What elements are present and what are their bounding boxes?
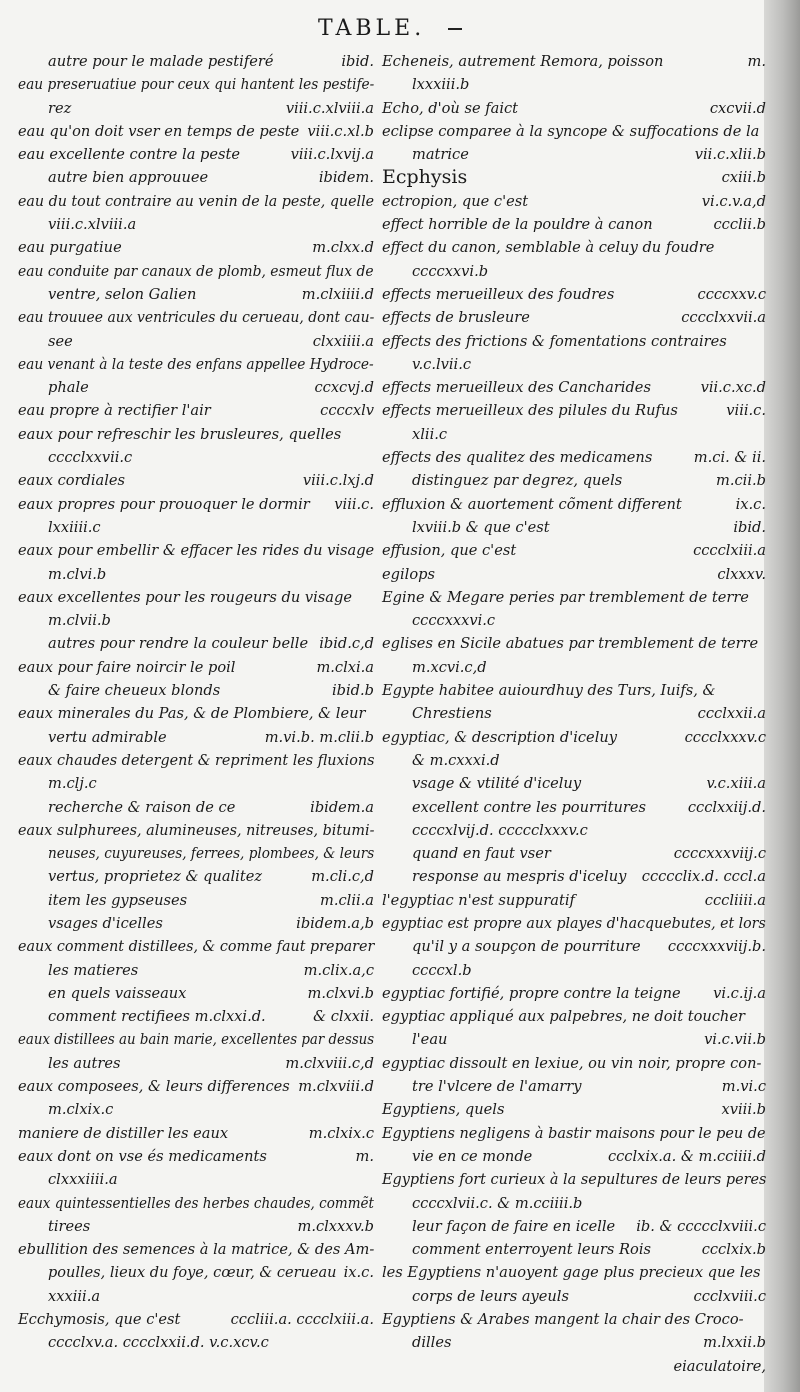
index-entry: [18, 1261, 374, 1284]
index-entry: [382, 493, 766, 516]
entry-reference: m.clxi.a: [316, 658, 374, 676]
index-entry: [382, 399, 766, 422]
entry-text: eaux composees, & leurs differences: [18, 1078, 290, 1096]
index-entry: [382, 1075, 766, 1098]
entry-text: effects des qualitez des medicamens: [382, 449, 653, 467]
index-entry: [18, 772, 374, 795]
entry-reference: eiaculatoire,: [673, 1357, 766, 1375]
entry-reference: viii.c.xlviii.a: [285, 99, 374, 117]
entry-text: ectropion, que c'est: [382, 192, 529, 210]
entry-text: eaux excellentes pour les rougeurs du visage: [18, 588, 352, 606]
entry-text: rez: [48, 99, 72, 117]
entry-text: vsage & vtilité d'iceluy: [412, 775, 582, 793]
index-entry: [18, 120, 374, 143]
index-entry: [382, 982, 766, 1005]
entry-text: eau preseruatiue pour ceux qui hantent les pestife-: [18, 76, 375, 94]
entry-text: item les gypseuses: [48, 891, 188, 909]
entry-reference: & clxxii.: [313, 1008, 374, 1026]
entry-reference: m.clix.a,c: [303, 961, 374, 979]
entry-text: eaux cordiales: [18, 472, 126, 490]
entry-text: eaux dont on vse és medicaments: [18, 1147, 267, 1165]
entry-text: autres pour rendre la couleur belle: [48, 635, 309, 653]
entry-text: vertus, proprietez & qualitez: [48, 868, 263, 886]
entry-text: eau qu'on doit vser en temps de peste: [18, 122, 300, 140]
index-entry: [382, 143, 766, 166]
entry-text: Egyptiens & Arabes mangent la chair des Croco-: [382, 1311, 744, 1329]
index-entry: [18, 935, 374, 958]
entry-reference: m.cli.c,d: [311, 868, 374, 886]
index-entry: [382, 1122, 766, 1145]
index-entry: [382, 609, 766, 632]
index-entry: [382, 912, 766, 935]
index-entry: [382, 656, 766, 679]
entry-text: les matieres: [48, 961, 139, 979]
entry-text: egyptiac, & description d'iceluy: [382, 728, 618, 746]
entry-text: en quels vaisseaux: [48, 984, 187, 1002]
index-entry: [382, 516, 766, 539]
entry-reference: vii.c.xlii.b: [694, 146, 766, 164]
entry-text: effects merueilleux des Cancharides: [382, 379, 651, 397]
index-entry: [18, 842, 374, 865]
entry-reference: ccclxxiij.d.: [687, 798, 766, 816]
index-entry: [18, 190, 374, 213]
index-entry: [382, 796, 766, 819]
entry-text: corps de leurs ayeuls: [412, 1287, 569, 1305]
index-entry: [382, 353, 766, 376]
entry-reference: m.: [747, 53, 766, 70]
index-entry: [18, 236, 374, 259]
index-entry: [382, 1285, 766, 1308]
entry-reference: ib. & ccccclxviii.c: [636, 1217, 766, 1235]
entry-reference: viii.c.lxj.d: [302, 472, 374, 490]
entry-reference: clxxxv.: [717, 565, 766, 583]
entry-text: eaux chaudes detergent & repriment les fluxions: [18, 751, 375, 769]
index-entry: [382, 959, 766, 982]
entry-text: eclipse comparee à la syncope & suffocations de la: [382, 122, 760, 140]
index-entry: [382, 819, 766, 842]
entry-text: phale: [48, 379, 89, 397]
index-entry: [382, 865, 766, 888]
entry-text: m.xcvi.c,d: [412, 658, 487, 676]
entry-reference: viii.c.: [334, 495, 374, 513]
entry-text: ccccxlvij.d. ccccclxxxv.c: [412, 821, 588, 839]
entry-text: poulles, lieux du foye, cœur, & cerueau: [48, 1264, 337, 1282]
entry-text: & faire cheueux blonds: [48, 682, 221, 700]
entry-text: autre bien approuuee: [48, 169, 209, 187]
entry-text: egilops: [382, 565, 435, 583]
entry-reference: m.cii.b: [716, 472, 766, 490]
entry-text: autre pour le malade pestiferé: [48, 53, 274, 70]
index-entry: [382, 190, 766, 213]
entry-text: eaux pour refreschir les brusleures, quelles: [18, 425, 342, 443]
entry-reference: ccccxlv: [320, 402, 374, 420]
index-entry: [18, 702, 374, 725]
entry-reference: ccclxix.a. & m.cciiii.d: [607, 1147, 766, 1165]
entry-reference: m.ci. & ii.: [693, 449, 766, 467]
entry-text: Egyptiens negligens à bastir maisons pour le peu de: [382, 1124, 766, 1142]
entry-reference: ibid.c,d: [319, 635, 374, 653]
entry-reference: cxiii.b: [721, 169, 766, 187]
index-entry: [18, 889, 374, 912]
index-entry: [18, 679, 374, 702]
index-entry: [382, 1331, 766, 1354]
index-entry: [18, 446, 374, 469]
entry-text: ventre, selon Galien: [48, 285, 197, 303]
index-entry: [382, 935, 766, 958]
entry-text: eaux sulphurees, alumineuses, nitreuses, bitumi-: [18, 821, 375, 839]
page-header: TABLE.: [318, 16, 426, 41]
index-entry: [18, 539, 374, 562]
entry-reference: ibid.: [733, 518, 766, 536]
entry-text: see: [48, 332, 73, 350]
entry-text: tirees: [48, 1217, 91, 1235]
entry-text: Echo, d'où se faict: [382, 99, 519, 117]
entry-text: ccccxlvii.c. & m.cciiii.b: [412, 1194, 583, 1212]
entry-text: eau conduite par canaux de plomb, esmeut flux de: [18, 262, 374, 280]
index-entry: [382, 1308, 766, 1331]
index-entry: [18, 353, 374, 376]
entry-text: cccclxxvii.c: [48, 449, 133, 467]
entry-text: effusion, que c'est: [382, 542, 517, 560]
entry-text: egyptiac est propre aux playes d'hacquebutes, et lors: [382, 914, 766, 932]
entry-reference: ibidem.a: [310, 798, 374, 816]
index-entry: [382, 586, 766, 609]
index-entry: [18, 959, 374, 982]
entry-text: xxxiii.a: [48, 1287, 101, 1305]
entry-reference: m.vi.b. m.clii.b: [264, 728, 374, 746]
index-entry: [18, 306, 374, 329]
entry-text: effluxion & auortement cõment different: [382, 495, 682, 513]
entry-reference: cccclxxxv.c: [684, 728, 766, 746]
index-entry: [18, 260, 374, 283]
index-entry: [382, 1098, 766, 1121]
entry-reference: ccccxxv.c: [697, 285, 766, 303]
index-entry: [382, 563, 766, 586]
entry-text: leur façon de faire en icelle: [412, 1217, 616, 1235]
entry-reference: ccclxix.b: [701, 1241, 766, 1259]
entry-text: lxxxiii.b: [412, 76, 470, 94]
entry-reference: m.clxviii.d: [298, 1078, 374, 1096]
index-entry: [382, 1005, 766, 1028]
entry-text: eglises en Sicile abatues par tremblement de terre: [382, 635, 759, 653]
entry-text: lxviii.b & que c'est: [412, 518, 550, 536]
entry-text: les Egyptiens n'auoyent gage plus precieux que les: [382, 1264, 761, 1282]
entry-text: clxxxiiii.a: [48, 1171, 118, 1189]
entry-text: v.c.lvii.c: [412, 355, 472, 373]
entry-text: eau venant à la teste des enfans appellee Hydroce-: [18, 355, 374, 373]
entry-reference: m.clxx.d: [312, 239, 374, 257]
entry-reference: m.clxix.c: [308, 1124, 374, 1142]
entry-text: ccccxxvi.b: [412, 262, 489, 280]
index-entry: [18, 423, 374, 446]
entry-text: eaux quintessentielles des herbes chaudes, commẽt: [18, 1194, 374, 1212]
entry-text: recherche & raison de ce: [48, 798, 236, 816]
entry-reference: m.clxviii.c,d: [285, 1054, 374, 1072]
entry-text: egyptiac dissoult en lexiue, ou vin noir, propre con-: [382, 1054, 762, 1072]
index-entry: [18, 469, 374, 492]
index-entry: [18, 609, 374, 632]
entry-text: matrice: [412, 146, 469, 164]
entry-reference: viii.c.: [726, 402, 766, 420]
index-entry: [18, 1331, 374, 1354]
index-entry: [382, 749, 766, 772]
index-entry: [382, 376, 766, 399]
index-entry: [382, 726, 766, 749]
entry-text: vsages d'icelles: [48, 914, 163, 932]
index-entry: [18, 656, 374, 679]
entry-reference: ibidem.: [318, 169, 374, 187]
index-entry: [18, 1075, 374, 1098]
index-entry: [382, 679, 766, 702]
entry-reference: xviii.b: [721, 1101, 766, 1119]
index-entry: [18, 166, 374, 189]
index-entry: [382, 423, 766, 446]
entry-text: vertu admirable: [48, 728, 167, 746]
entry-text: qu'il y a soupçon de pourriture: [412, 938, 641, 956]
index-entry: [382, 260, 766, 283]
index-entry: [382, 73, 766, 96]
header-dash: [448, 28, 462, 30]
entry-reference: cccclxiii.a: [693, 542, 766, 560]
entry-text: comment rectifiees m.clxxi.d.: [48, 1008, 266, 1026]
entry-reference: vi.c.vii.b: [704, 1031, 766, 1049]
index-entry: [382, 1052, 766, 1075]
entry-text: eaux minerales du Pas, & de Plombiere, & leur: [18, 705, 366, 723]
entry-text: Chrestiens: [412, 705, 492, 723]
index-entry: [18, 563, 374, 586]
page-edge-shadow: [764, 0, 800, 1392]
index-entry: [382, 283, 766, 306]
index-entry: [382, 236, 766, 259]
index-entry: [18, 493, 374, 516]
index-entry: [18, 143, 374, 166]
entry-reference: ix.c.: [735, 495, 766, 513]
entry-text: eau propre à rectifier l'air: [18, 402, 211, 420]
index-entry: [382, 1192, 766, 1215]
index-entry: [18, 1028, 374, 1051]
entry-reference: m.clxvi.b: [307, 984, 374, 1002]
entry-reference: v.c.xiii.a: [706, 775, 766, 793]
entry-reference: viii.c.xl.b: [307, 122, 374, 140]
index-entry: [18, 213, 374, 236]
entry-text: effects des frictions & fomentations contraires: [382, 332, 727, 350]
entry-reference: cccclxxvii.a: [681, 309, 766, 327]
index-entry: [18, 796, 374, 819]
index-entry: [382, 1215, 766, 1238]
entry-text: Egyptiens, quels: [382, 1101, 505, 1119]
index-entry: [382, 1168, 766, 1191]
index-entry: [18, 982, 374, 1005]
entry-text: eau du tout contraire au venin de la peste, quelle: [18, 192, 375, 210]
entry-text: eaux comment distillees, & comme faut preparer: [18, 938, 375, 956]
entry-text: ccccxl.b: [412, 961, 472, 979]
index-entry: [382, 632, 766, 655]
entry-reference: vii.c.xc.d: [700, 379, 766, 397]
entry-text: Egyptiens fort curieux à la sepultures de leurs peres: [382, 1171, 767, 1189]
entry-text: effect du canon, semblable à celuy du foudre: [382, 239, 715, 257]
entry-text: cccclxv.a. cccclxxii.d. v.c.xcv.c: [48, 1334, 269, 1352]
entry-text: eaux propres pour prouoquer le dormir: [18, 495, 310, 513]
entry-text: Egypte habitee auiourdhuy des Turs, Iuifs, &: [382, 682, 716, 700]
index-entry: [382, 772, 766, 795]
index-entry: [382, 166, 766, 189]
entry-text: effect horrible de la pouldre à canon: [382, 216, 653, 234]
entry-text: ebullition des semences à la matrice, & des Am-: [18, 1241, 375, 1259]
entry-reference: ccxcvj.d: [314, 379, 374, 397]
entry-text: tre l'vlcere de l'amarry: [412, 1078, 582, 1096]
entry-text: m.clvi.b: [48, 565, 107, 583]
entry-reference: cxcvii.d: [709, 99, 766, 117]
index-entry: [18, 1052, 374, 1075]
entry-text: l'egyptiac n'est suppuratif: [382, 891, 575, 909]
entry-text: m.clvii.b: [48, 612, 111, 630]
entry-reference: vi.c.v.a,d: [701, 192, 766, 210]
index-entry: [18, 586, 374, 609]
index-entry: [382, 330, 766, 353]
entry-reference: ccccxxxviij.b.: [667, 938, 766, 956]
entry-reference: m.lxxii.b: [703, 1334, 766, 1352]
entry-text: Ecchymosis, que c'est: [18, 1311, 181, 1329]
entry-text: response au mespris d'iceluy: [412, 868, 627, 886]
entry-text: quand en faut vser: [412, 845, 551, 863]
entry-text: Ecphysis: [382, 166, 468, 189]
index-entry: [382, 50, 766, 73]
index-entry: [18, 1308, 374, 1331]
entry-text: viii.c.xlviii.a: [48, 216, 137, 234]
index-column-left: [18, 50, 374, 1355]
entry-reference: ccclii.b: [713, 216, 766, 234]
entry-reference: ccccclix.d. cccl.a: [641, 868, 766, 886]
entry-text: dilles: [412, 1334, 452, 1352]
entry-reference: clxxiiii.a: [312, 332, 374, 350]
entry-reference: ccccxxxviij.c: [673, 845, 766, 863]
entry-text: egyptiac appliqué aux palpebres, ne doit toucher: [382, 1008, 745, 1026]
entry-text: ccccxxxvi.c: [412, 612, 496, 630]
index-entry: [18, 1215, 374, 1238]
entry-reference: m.clxiiii.d: [301, 285, 374, 303]
entry-text: eau excellente contre la peste: [18, 146, 241, 164]
index-entry: [382, 1145, 766, 1168]
entry-reference: ix.c.: [343, 1264, 374, 1282]
entry-text: egyptiac fortifié, propre contre la teigne: [382, 984, 681, 1002]
entry-reference: ccclxxii.a: [697, 705, 766, 723]
index-entry: [18, 1005, 374, 1028]
entry-text: comment enterroyent leurs Rois: [412, 1241, 651, 1259]
entry-reference: m.vi.c: [721, 1078, 766, 1096]
entry-text: eaux pour faire noircir le poil: [18, 658, 236, 676]
entry-text: vie en ce monde: [412, 1147, 533, 1165]
index-entry: [18, 726, 374, 749]
index-entry: [18, 819, 374, 842]
index-entry: [18, 1145, 374, 1168]
index-entry: [18, 1098, 374, 1121]
index-entry: [382, 1238, 766, 1261]
entry-text: eaux pour embellir & effacer les rides du visage: [18, 542, 375, 560]
entry-reference: ibidem.a,b: [296, 914, 374, 932]
index-entry: [382, 97, 766, 120]
entry-text: effects merueilleux des foudres: [382, 285, 615, 303]
index-entry: [18, 912, 374, 935]
entry-reference: ibid.: [341, 53, 374, 70]
index-entry: [382, 539, 766, 562]
index-entry: [18, 1238, 374, 1261]
entry-reference: ibid.b: [332, 682, 374, 700]
index-entry: [382, 1028, 766, 1051]
entry-reference: m.clii.a: [320, 891, 374, 909]
index-entry: [18, 1168, 374, 1191]
index-entry: [18, 50, 374, 73]
entry-text: l'eau: [412, 1031, 448, 1049]
entry-text: neuses, cuyureuses, ferrees, plombees, & leurs: [48, 845, 375, 863]
index-entry: [382, 889, 766, 912]
index-entry: [382, 120, 766, 143]
entry-text: xlii.c: [412, 425, 448, 443]
entry-text: les autres: [48, 1054, 121, 1072]
entry-reference: cccliii.a. cccclxiii.a.: [230, 1311, 374, 1329]
entry-text: excellent contre les pourritures: [412, 798, 646, 816]
entry-reference: m.clxxxv.b: [297, 1217, 374, 1235]
entry-text: m.clj.c: [48, 775, 97, 793]
entry-text: effects merueilleux des pilules du Rufus: [382, 402, 678, 420]
entry-text: maniere de distiller les eaux: [18, 1124, 229, 1142]
index-entry: [18, 1192, 374, 1215]
entry-text: lxxiiii.c: [48, 518, 101, 536]
index-entry: [382, 1355, 766, 1378]
index-entry: [382, 446, 766, 469]
index-entry: [18, 1122, 374, 1145]
index-entry: [18, 376, 374, 399]
entry-reference: ccclxviii.c: [693, 1287, 766, 1305]
index-entry: [18, 1285, 374, 1308]
index-entry: [382, 213, 766, 236]
index-entry: [18, 749, 374, 772]
entry-reference: cccliiii.a: [704, 891, 766, 909]
index-entry: [18, 516, 374, 539]
entry-text: & m.cxxxi.d: [412, 751, 500, 769]
index-entry: [18, 399, 374, 422]
index-entry: [382, 702, 766, 725]
entry-text: effects de brusleure: [382, 309, 530, 327]
index-entry: [18, 97, 374, 120]
entry-text: m.clxix.c: [48, 1101, 114, 1119]
index-entry: [18, 283, 374, 306]
index-entry: [382, 842, 766, 865]
entry-reference: vi.c.ij.a: [713, 984, 766, 1002]
index-entry: [382, 469, 766, 492]
entry-text: Echeneis, autrement Remora, poisson: [382, 53, 664, 70]
entry-reference: viii.c.lxvij.a: [290, 146, 374, 164]
entry-text: eau purgatiue: [18, 239, 122, 257]
index-entry: [18, 73, 374, 96]
index-column-right: [382, 50, 766, 1378]
entry-text: eau trouuee aux ventricules du cerueau, dont cau-: [18, 309, 375, 327]
entry-reference: m.: [355, 1147, 374, 1165]
index-entry: [382, 1261, 766, 1284]
index-entry: [18, 865, 374, 888]
entry-text: eaux distillees au bain marie, excellentes par dessus: [18, 1031, 375, 1049]
index-entry: [18, 330, 374, 353]
index-entry: [18, 632, 374, 655]
index-entry: [382, 306, 766, 329]
entry-text: distinguez par degrez, quels: [412, 472, 623, 490]
entry-text: Egine & Megare peries par tremblement de terre: [382, 588, 749, 606]
